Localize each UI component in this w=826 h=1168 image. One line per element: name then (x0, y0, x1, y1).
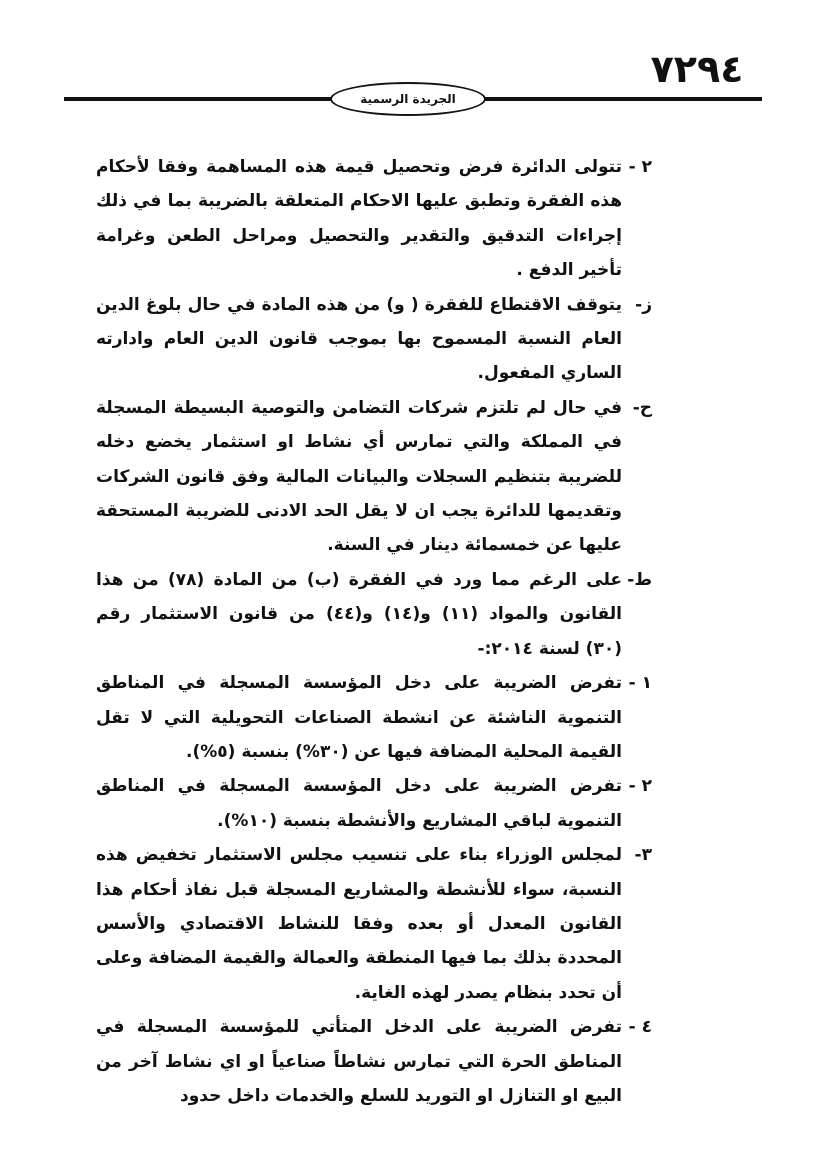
paragraph-marker: ح- (632, 397, 652, 418)
paragraph-marker: ز- (635, 294, 652, 315)
paragraph-marker: ط- (627, 569, 652, 590)
subparagraph-1 (96, 666, 652, 769)
document-body (96, 150, 652, 1113)
paragraph-text: يتوقف الاقتطاع للفقرة ( و) من هذه المادة في حال بلوغ الدين العام النسبة المسموح بها بموجب قانون الدين العام وادارته الساري المفعول. (96, 294, 622, 384)
paragraph-2 (96, 150, 652, 288)
paragraph-marker: ٤ - (628, 1017, 652, 1038)
paragraph-ha (96, 391, 652, 563)
subparagraph-2 (96, 769, 652, 838)
paragraph-text: تفرض الضريبة على دخل المؤسسة المسجلة في المناطق التنموية الناشئة عن انشطة الصناعات التحويلية التي لا تقل القيمة المحلية المضافة فيها عن (٣٠%) بنسبة (٥%). (96, 673, 622, 762)
paragraph-text: في حال لم تلتزم شركات التضامن والتوصية البسيطة المسجلة في المملكة والتي تمارس أي نشاط او استثمار يخضع دخله للضريبة بتنظيم السجلات والبيانات المالية وفق قانون الشركات وتقديمها للدائرة يجب ان لا يقل الحد الادنى للضريبة المستحقة عليها عن خمسمائة دينار في السنة. (96, 397, 622, 556)
paragraph-text: تفرض الضريبة على الدخل المتأتي للمؤسسة المسجلة في المناطق الحرة التي تمارس نشاطاً صناعياً او اي نشاط آخر من البيع او التنازل او التوريد للسلع والخدمات داخل حدود (96, 1017, 622, 1106)
paragraph-marker: ٣- (634, 845, 652, 866)
paragraph-marker: ٢ - (628, 776, 652, 797)
paragraph-text: لمجلس الوزراء بناء على تنسيب مجلس الاستثمار تخفيض هذه النسبة، سواء للأنشطة والمشاريع المسجلة قبل نفاذ أحكام هذا القانون المعدل أو بعده وفقا للنشاط الاقتصادي والأسس المحددة بذلك بما فيها المنطقة والعمالة والقيمة المضافة وعلى أن تحدد بنظام يصدر لهذه الغاية. (96, 845, 622, 1003)
paragraph-zay (96, 288, 652, 391)
paragraph-text: على الرغم مما ورد في الفقرة (ب) من المادة (٧٨) من هذا القانون والمواد (١١) و(١٤) و(٤٤) من قانون الاستثمار رقم (٣٠) لسنة ٢٠١٤:- (96, 569, 622, 659)
paragraph-text: تفرض الضريبة على دخل المؤسسة المسجلة في المناطق التنموية لباقي المشاريع والأنشطة بنسبة (١٠%). (96, 776, 622, 831)
paragraph-marker: ٢ - (628, 157, 652, 177)
paragraph-marker: ١ - (628, 673, 652, 694)
paragraph-ta (96, 563, 652, 666)
subparagraph-4 (96, 1010, 652, 1113)
page-number: ٧٢٩٤ (650, 47, 744, 91)
paragraph-text: تتولى الدائرة فرض وتحصيل قيمة هذه المساهمة وفقا لأحكام هذه الفقرة وتطبق عليها الاحكام المتعلقة بالضريبة بما في ذلك إجراءات التدقيق والتقدير والتحصيل ومراحل الطعن وغرامة تأخير الدفع . (96, 157, 622, 281)
gazette-title-badge (330, 82, 486, 116)
subparagraph-3 (96, 838, 652, 1010)
gazette-title: الجريدة الرسمية (360, 92, 456, 106)
